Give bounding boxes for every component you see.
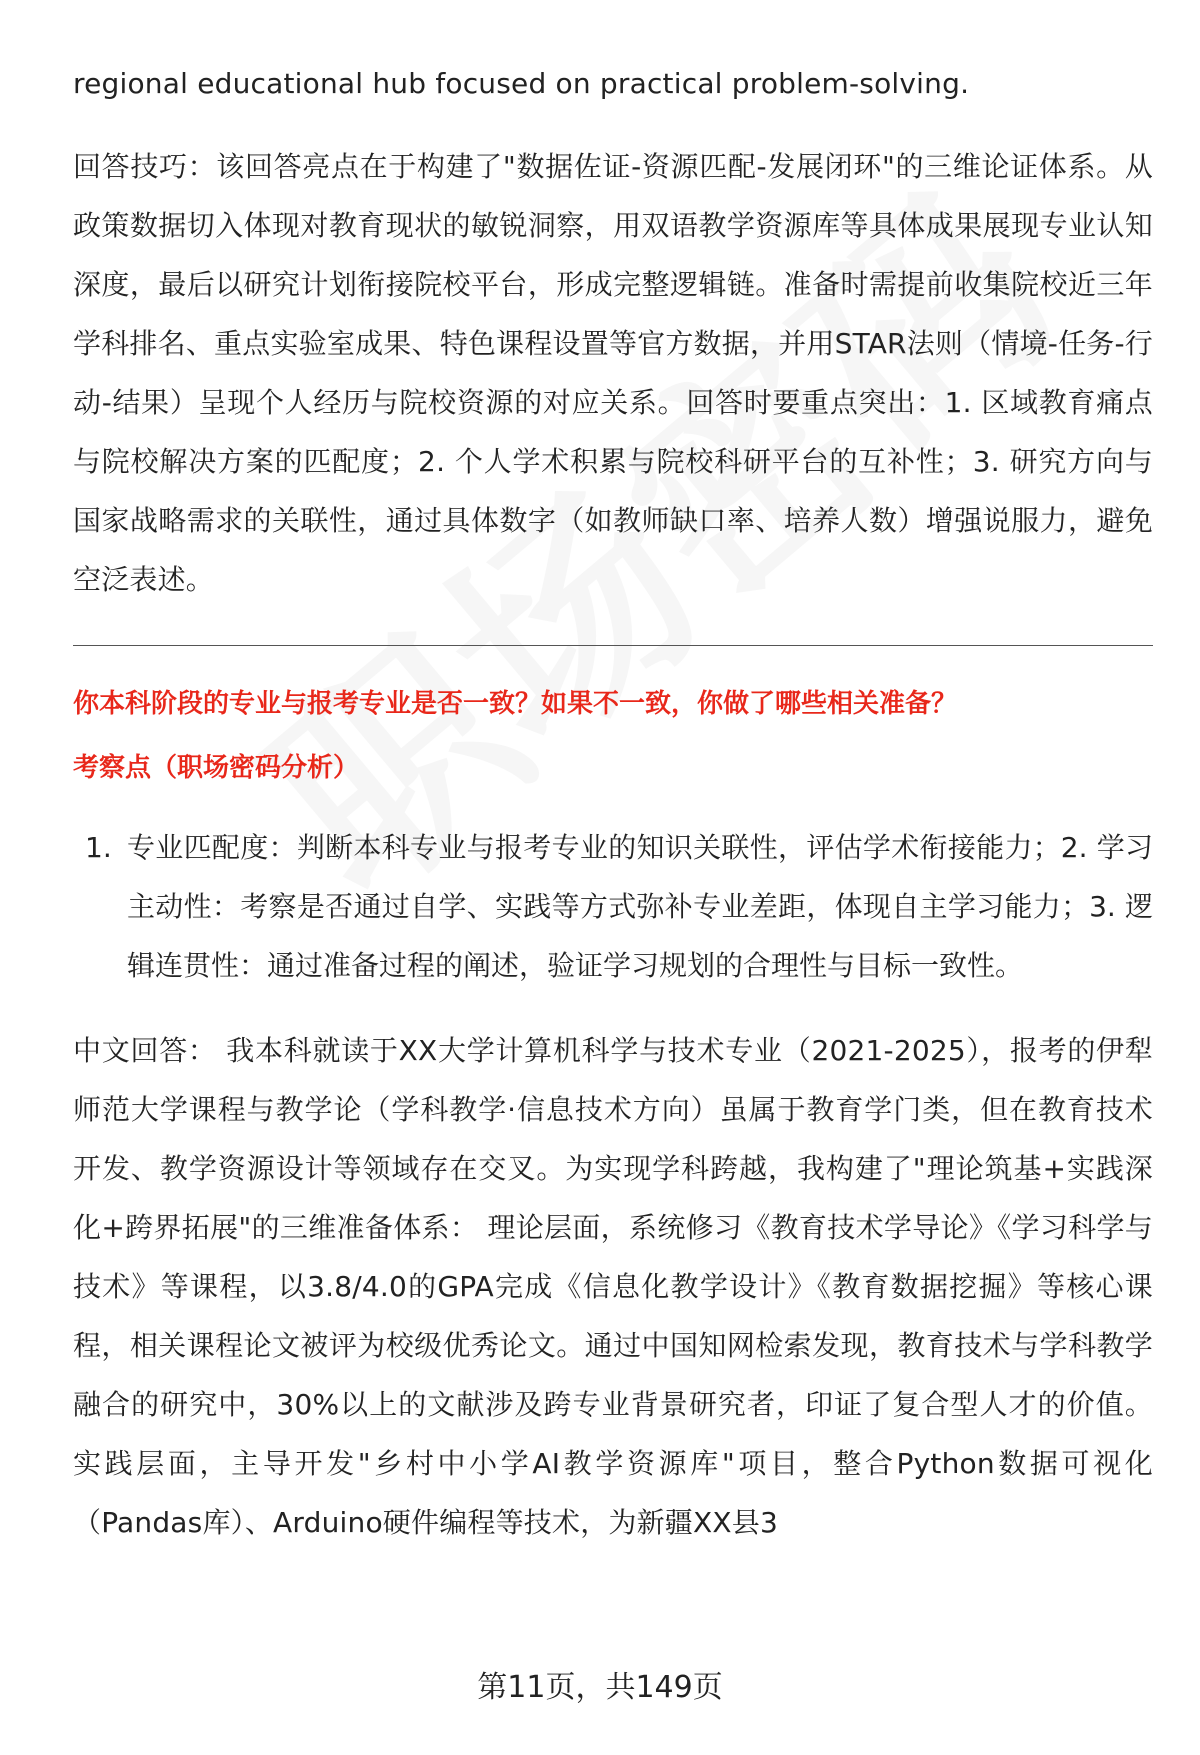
- list-item: [73, 818, 1153, 995]
- intro-line: regional educational hub focused on practical problem-solving.: [73, 67, 970, 100]
- list-number: 1.: [85, 831, 112, 864]
- answer-tip-paragraph: 回答技巧：该回答亮点在于构建了"数据佐证-资源匹配-发展闭环"的三维论证体系。从政策数据切入体现对教育现状的敏锐洞察，用双语教学资源库等具体成果展现专业认知深度，最后以研究计划衔接院校平台，形成完整逻辑链。准备时需提前收集院校近三年学科排名、重点实验室成果、特色课程设置等官方数据，并用STAR法则（情境-任务-行动-结果）呈现个人经历与院校资源的对应关系。回答时要重点突出：1. 区域教育痛点与院校解决方案的匹配度；2. 个人学术积累与院校科研平台的互补性；3. 研究方向与国家战略需求的关联性，通过具体数字（如教师缺口率、培养人数）增强说服力，避免空泛表述。: [73, 150, 1153, 596]
- page-number-footer: 第11页，共149页: [477, 1670, 723, 1705]
- chinese-answer-paragraph: 中文回答： 我本科就读于XX大学计算机科学与技术专业（2021-2025），报考的伊犁师范大学课程与教学论（学科教学·信息技术方向）虽属于教育学门类，但在教育技术开发、教学资源设计等领域存在交叉。为实现学科跨越，我构建了"理论筑基+实践深化+跨界拓展"的三维准备体系： 理论层面，系统修习《教育技术学导论》《学习科学与技术》等课程，以3.8/4.0的GPA完成《信息化教学设计》《教育数据挖掘》等核心课程，相关课程论文被评为校级优秀论文。通过中国知网检索发现，教育技术与学科教学融合的研究中，30%以上的文献涉及跨专业背景研究者，印证了复合型人才的价值。 实践层面，主导开发"乡村中小学AI教学资源库"项目，整合Python数据可视化（Pandas库）、Arduino硬件编程等技术，为新疆XX县3: [73, 1034, 1153, 1539]
- exam-point-heading: 考察点（职场密码分析）: [73, 753, 360, 783]
- document-page: [73, 54, 1153, 1552]
- question-heading: 你本科阶段的专业与报考专业是否一致？如果不一致，你做了哪些相关准备？: [73, 689, 958, 719]
- section-divider: [73, 645, 1153, 646]
- list-item-text: 专业匹配度：判断本科专业与报考专业的知识关联性，评估学术衔接能力；2. 学习主动性：考察是否通过自学、实践等方式弥补专业差距，体现自主学习能力；3. 逻辑连贯性：通过准备过程的阐述，验证学习规划的合理性与目标一致性。: [127, 831, 1153, 982]
- exam-point-list: [73, 818, 1153, 995]
